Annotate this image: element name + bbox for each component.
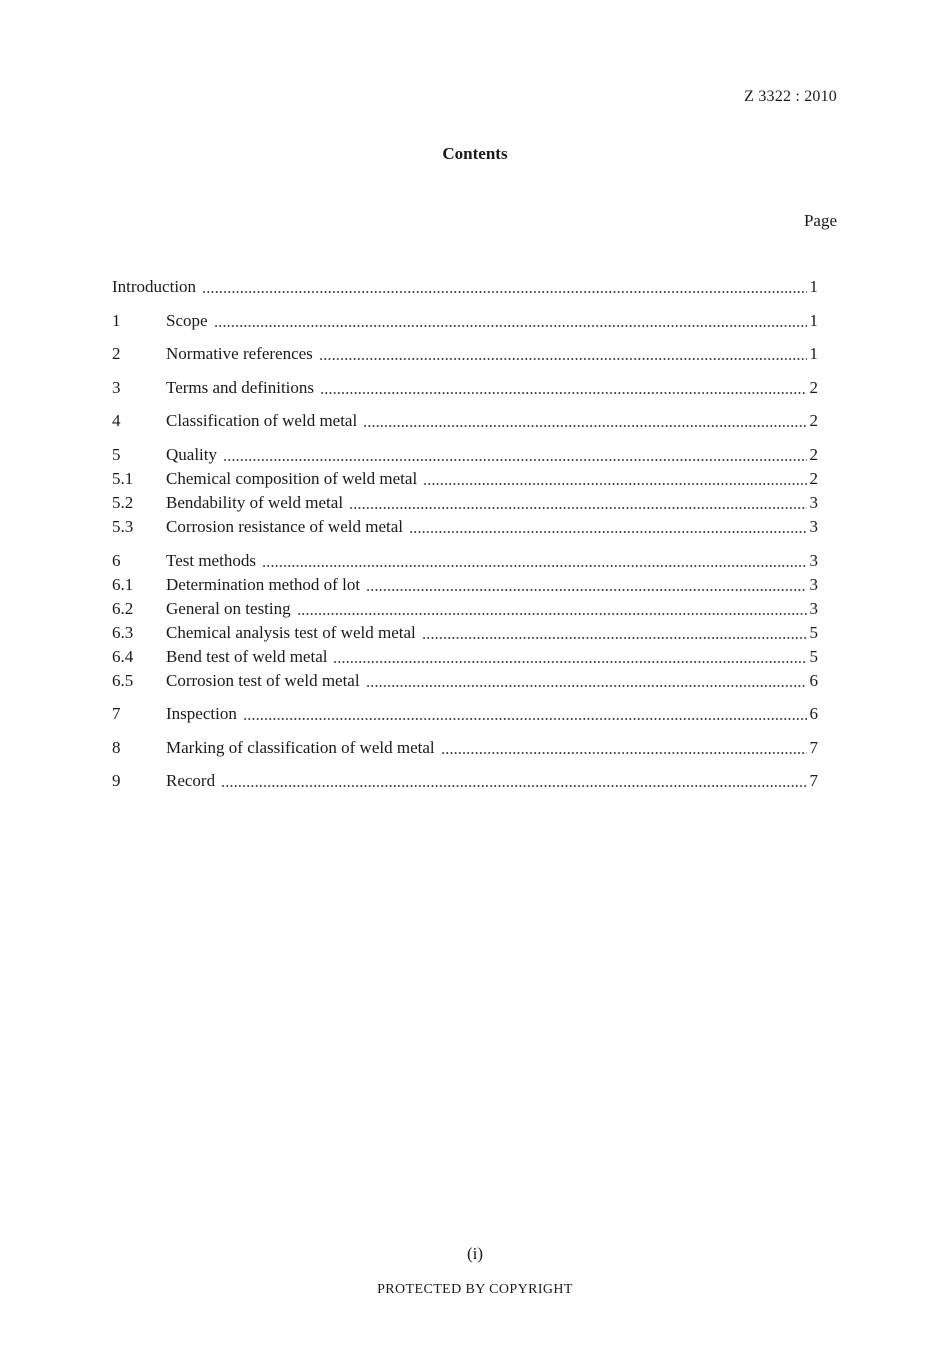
toc-entry xyxy=(112,574,818,596)
toc-entry-title: Chemical composition of weld metal xyxy=(166,469,418,488)
toc-entry-number: 3 xyxy=(112,378,121,397)
toc-entry-title: Terms and definitions xyxy=(166,378,315,397)
page-column-label: Page xyxy=(803,211,837,230)
toc-dot-leader xyxy=(441,737,807,759)
toc-entry-title: Normative references xyxy=(166,344,313,363)
toc-entry-number: 1 xyxy=(112,311,121,330)
toc-dot-leader xyxy=(349,492,806,514)
toc-entry-number: 5.2 xyxy=(112,493,134,512)
toc-dot-leader xyxy=(333,646,806,668)
toc-dot-leader xyxy=(319,343,807,365)
toc-entry xyxy=(112,444,818,466)
toc-entry xyxy=(112,737,818,759)
toc-entry xyxy=(112,310,818,332)
toc-entry-number: 7 xyxy=(112,704,121,723)
toc-dot-leader xyxy=(320,377,806,399)
toc-entry-title: Bendability of weld metal xyxy=(166,493,344,512)
toc-entry xyxy=(112,703,818,725)
toc-entry-title: Classification of weld metal xyxy=(166,411,358,430)
toc-dot-leader xyxy=(363,410,806,432)
toc-entry-number: 6.4 xyxy=(112,647,134,666)
toc-entry-title: Test methods xyxy=(166,551,256,570)
toc-entry-page: 7 xyxy=(809,771,818,790)
toc-entry xyxy=(112,598,818,620)
copyright-notice: PROTECTED BY COPYRIGHT xyxy=(377,1282,573,1297)
toc-entry-number: 8 xyxy=(112,738,121,757)
toc-entry-number: 5 xyxy=(112,445,121,464)
toc-dot-leader xyxy=(423,468,806,490)
toc-entry xyxy=(112,550,818,572)
toc-entry-title: Corrosion resistance of weld metal xyxy=(166,517,403,536)
toc-entry-number: 6.3 xyxy=(112,623,134,642)
toc-entry-page: 3 xyxy=(809,517,818,536)
toc-entry-title: Determination method of lot xyxy=(166,575,361,594)
toc-entry xyxy=(112,516,818,538)
document-id: Z 3322 : 2010 xyxy=(744,88,837,105)
toc-entry xyxy=(112,468,818,490)
toc-entry-number: 5.3 xyxy=(112,517,134,536)
toc-entry-page: 1 xyxy=(809,277,818,296)
toc-entry-page: 3 xyxy=(809,599,818,618)
toc-entry-title: General on testing xyxy=(166,599,291,618)
toc-entry-page: 5 xyxy=(809,647,818,666)
toc-entry-page: 7 xyxy=(809,738,818,757)
toc-entry-title: Inspection xyxy=(166,704,237,723)
toc-entry-number: 6.1 xyxy=(112,575,134,594)
toc-entry xyxy=(112,276,818,298)
toc-entry-page: 3 xyxy=(809,551,818,570)
toc-entry-title: Chemical analysis test of weld metal xyxy=(166,623,416,642)
toc-entry-number: 4 xyxy=(112,411,121,430)
toc-entry xyxy=(112,377,818,399)
toc-dot-leader xyxy=(214,310,807,332)
toc-entry-page: 6 xyxy=(809,671,818,690)
toc-entry xyxy=(112,343,818,365)
toc-entry-page: 3 xyxy=(809,575,818,594)
toc-entry xyxy=(112,770,818,792)
toc-entry-title: Quality xyxy=(166,445,217,464)
toc-entry xyxy=(112,622,818,644)
toc-entry-page: 6 xyxy=(809,704,818,723)
toc-entry-title: Scope xyxy=(166,311,208,330)
toc-entry-title: Marking of classification of weld metal xyxy=(166,738,435,757)
toc-entry-page: 1 xyxy=(809,344,818,363)
toc-dot-leader xyxy=(297,598,807,620)
toc-entry-page: 2 xyxy=(809,445,818,464)
toc-dot-leader xyxy=(202,276,806,298)
toc-entry-page: 5 xyxy=(809,623,818,642)
toc-entry-page: 2 xyxy=(809,378,818,397)
page-title: Contents xyxy=(442,144,508,163)
toc-entry-page: 1 xyxy=(809,311,818,330)
toc-entry-number: 9 xyxy=(112,771,121,790)
toc-entry-page: 3 xyxy=(809,493,818,512)
toc-entry-number: 6.2 xyxy=(112,599,134,618)
toc-entry-number: 6.5 xyxy=(112,671,134,690)
toc-entry-number: 6 xyxy=(112,551,121,570)
toc-entry xyxy=(112,492,818,514)
toc-entry-page: 2 xyxy=(809,411,818,430)
toc-dot-leader xyxy=(422,622,807,644)
footer-page-number: (i) xyxy=(466,1244,484,1263)
toc-entry xyxy=(112,670,818,692)
toc-dot-leader xyxy=(262,550,807,572)
toc-entry-number: 2 xyxy=(112,344,121,363)
toc-dot-leader xyxy=(223,444,807,466)
toc-dot-leader xyxy=(366,670,807,692)
toc-entry xyxy=(112,410,818,432)
toc-entry xyxy=(112,646,818,668)
toc-dot-leader xyxy=(221,770,806,792)
toc-entry-title: Corrosion test of weld metal xyxy=(166,671,360,690)
toc-dot-leader xyxy=(366,574,806,596)
toc-entry-number: 5.1 xyxy=(112,469,134,488)
toc-dot-leader xyxy=(409,516,807,538)
toc-entry-page: 2 xyxy=(809,469,818,488)
toc-entry-title: Bend test of weld metal xyxy=(166,647,328,666)
toc-dot-leader xyxy=(243,703,807,725)
toc-entry-title: Introduction xyxy=(112,277,197,296)
toc-entry-title: Record xyxy=(166,771,216,790)
